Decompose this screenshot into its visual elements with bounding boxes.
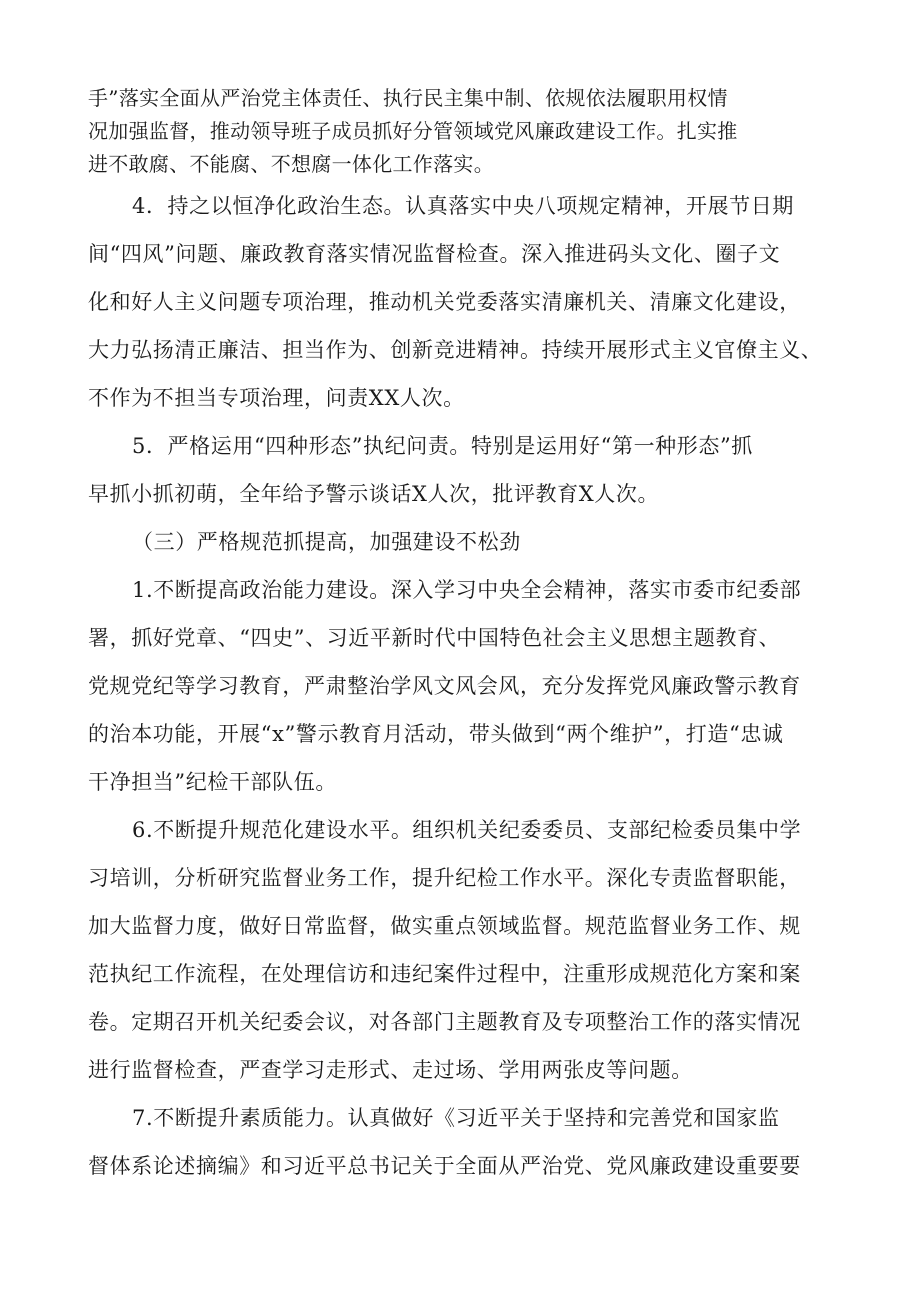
paragraph-item-1-line: 1.不断提高政治能力建设。深入学习中央全会精神，落实市委市纪委部 [132, 578, 802, 602]
text-line: 干净担当”纪检干部队伍。 [88, 770, 337, 794]
text-line: 加大监督力度，做好日常监督，做实重点领域监督。规范监督业务工作、规 [88, 914, 801, 938]
text-line: 进行监督检查，严查学习走形式、走过场、学用两张皮等问题。 [88, 1058, 693, 1082]
paragraph-item-4-line: 4．持之以恒净化政治生态。认真落实中央八项规定精神，开展节日期 [132, 194, 794, 218]
text-line: 督体系论述摘编》和习近平总书记关于全面从严治党、党风廉政建设重要要 [88, 1154, 801, 1178]
text-line: 进不敢腐、不能腐、不想腐一体化工作落实。 [88, 152, 494, 176]
text-line: 间“四风”问题、廉政教育落实情况监督检查。深入推进码头文化、圈子文 [88, 242, 781, 266]
paragraph-item-5-line: 5．严格运用“四种形态”执纪问责。特别是运用好“第一种形态”抓 [132, 434, 753, 458]
text-line: 不作为不担当专项治理，问责XX人次。 [88, 386, 465, 410]
text-line: 的治本功能，开展“x”警示教育月活动，带头做到“两个维护”，打造“忠诚 [88, 722, 784, 746]
text-line: 党规党纪等学习教育，严肃整治学风文风会风，充分发挥党风廉政警示教育 [88, 674, 801, 698]
text-line: 范执纪工作流程，在处理信访和违纪案件过程中，注重形成规范化方案和案 [88, 962, 801, 986]
text-line: 化和好人主义问题专项治理，推动机关党委落实清廉机关、清廉文化建设， [88, 290, 801, 314]
text-line: 卷。定期召开机关纪委会议，对各部门主题教育及专项整治工作的落实情况 [88, 1010, 801, 1034]
section-heading: （三）严格规范抓提高，加强建设不松劲 [132, 530, 521, 554]
text-line: 习培训，分析研究监督业务工作，提升纪检工作水平。深化专责监督职能， [88, 866, 801, 890]
text-line: 况加强监督，推动领导班子成员抓好分管领域党风廉政建设工作。扎实推 [88, 119, 738, 143]
text-line: 署，抓好党章、“四史”、习近平新时代中国特色社会主义思想主题教育、 [88, 626, 781, 650]
text-line: 大力弘扬清正廉洁、担当作为、创新竞进精神。持续开展形式主义官僚主义、 [88, 338, 823, 362]
paragraph-item-7-line: 7.不断提升素质能力。认真做好《习近平关于坚持和完善党和国家监 [132, 1106, 780, 1130]
text-line: 手”落实全面从严治党主体责任、执行民主集中制、依规依法履职用权情 [88, 86, 728, 110]
paragraph-item-6-line: 6.不断提升规范化建设水平。组织机关纪委委员、支部纪检委员集中学 [132, 818, 802, 842]
text-line: 早抓小抓初萌，全年给予警示谈话X人次，批评教育X人次。 [88, 482, 660, 506]
